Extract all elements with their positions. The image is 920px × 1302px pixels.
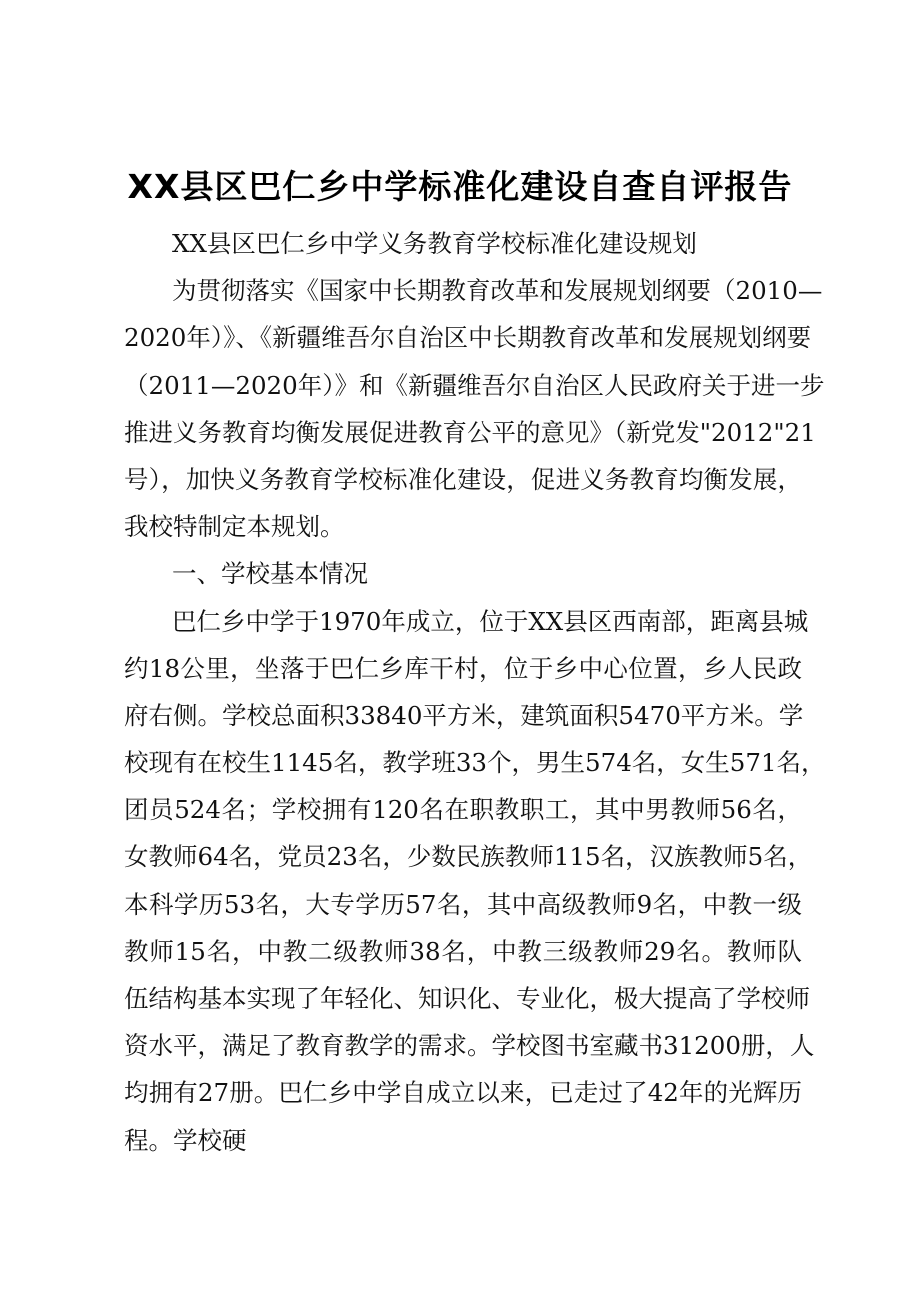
text-line: 团员524名；学校拥有120名在职教职工，其中男教师56名， [124, 795, 802, 825]
text-line: 伍结构基本实现了年轻化、知识化、专业化，极大提高了学校师 [124, 984, 810, 1013]
paragraph-intro [124, 267, 825, 550]
text-line: 为贯彻落实《国家中长期教育改革和发展规划纲要（2010— [172, 276, 823, 306]
text-line: 约18公里，坐落于巴仁乡库干村，位于乡中心位置，乡人民政 [124, 653, 802, 683]
section-heading-basic-info: 一、学校基本情况 [172, 559, 368, 589]
text-line: 校现有在校生1145名，教学班33个，男生574名，女生571名， [124, 748, 826, 778]
text-line: 2020年）》、《新疆维吾尔自治区中长期教育改革和发展规划纲要 [124, 323, 812, 353]
text-line: 本科学历53名，大专学历57名，其中高级教师9名，中教一级 [124, 889, 802, 919]
text-line: 我校特制定本规划。 [124, 512, 345, 542]
document-subtitle: XX县区巴仁乡中学义务教育学校标准化建设规划 [172, 229, 697, 258]
text-line: 府右侧。学校总面积33840平方米，建筑面积5470平方米。学 [124, 700, 804, 730]
text-line: 资水平，满足了教育教学的需求。学校图书室藏书31200册，人 [124, 1031, 815, 1061]
text-line: 巴仁乡中学于1970年成立，位于XX县区西南部，距离县城 [172, 606, 809, 636]
text-line: 推进义务教育均衡发展促进教育公平的意见》（新党发"2012"21 [124, 417, 816, 447]
document-title: XX县区巴仁乡中学标准化建设自查自评报告 [127, 167, 793, 206]
text-line: 教师15名，中教二级教师38名，中教三级教师29名。教师队 [124, 936, 802, 966]
text-line: 均拥有27册。巴仁乡中学自成立以来，已走过了42年的光辉历 [124, 1078, 802, 1108]
section-heading [124, 550, 802, 597]
text-line: 女教师64名，党员23名，少数民族教师115名，汉族教师5名， [124, 842, 813, 872]
document-body [124, 220, 826, 1164]
paragraph-basic-info [124, 598, 826, 1164]
text-line: 程。学校硬 [124, 1125, 247, 1155]
text-line: 号），加快义务教育学校标准化建设，促进义务教育均衡发展， [124, 464, 802, 494]
text-line: （2011—2020年）》和《新疆维吾尔自治区人民政府关于进一步 [124, 370, 825, 400]
